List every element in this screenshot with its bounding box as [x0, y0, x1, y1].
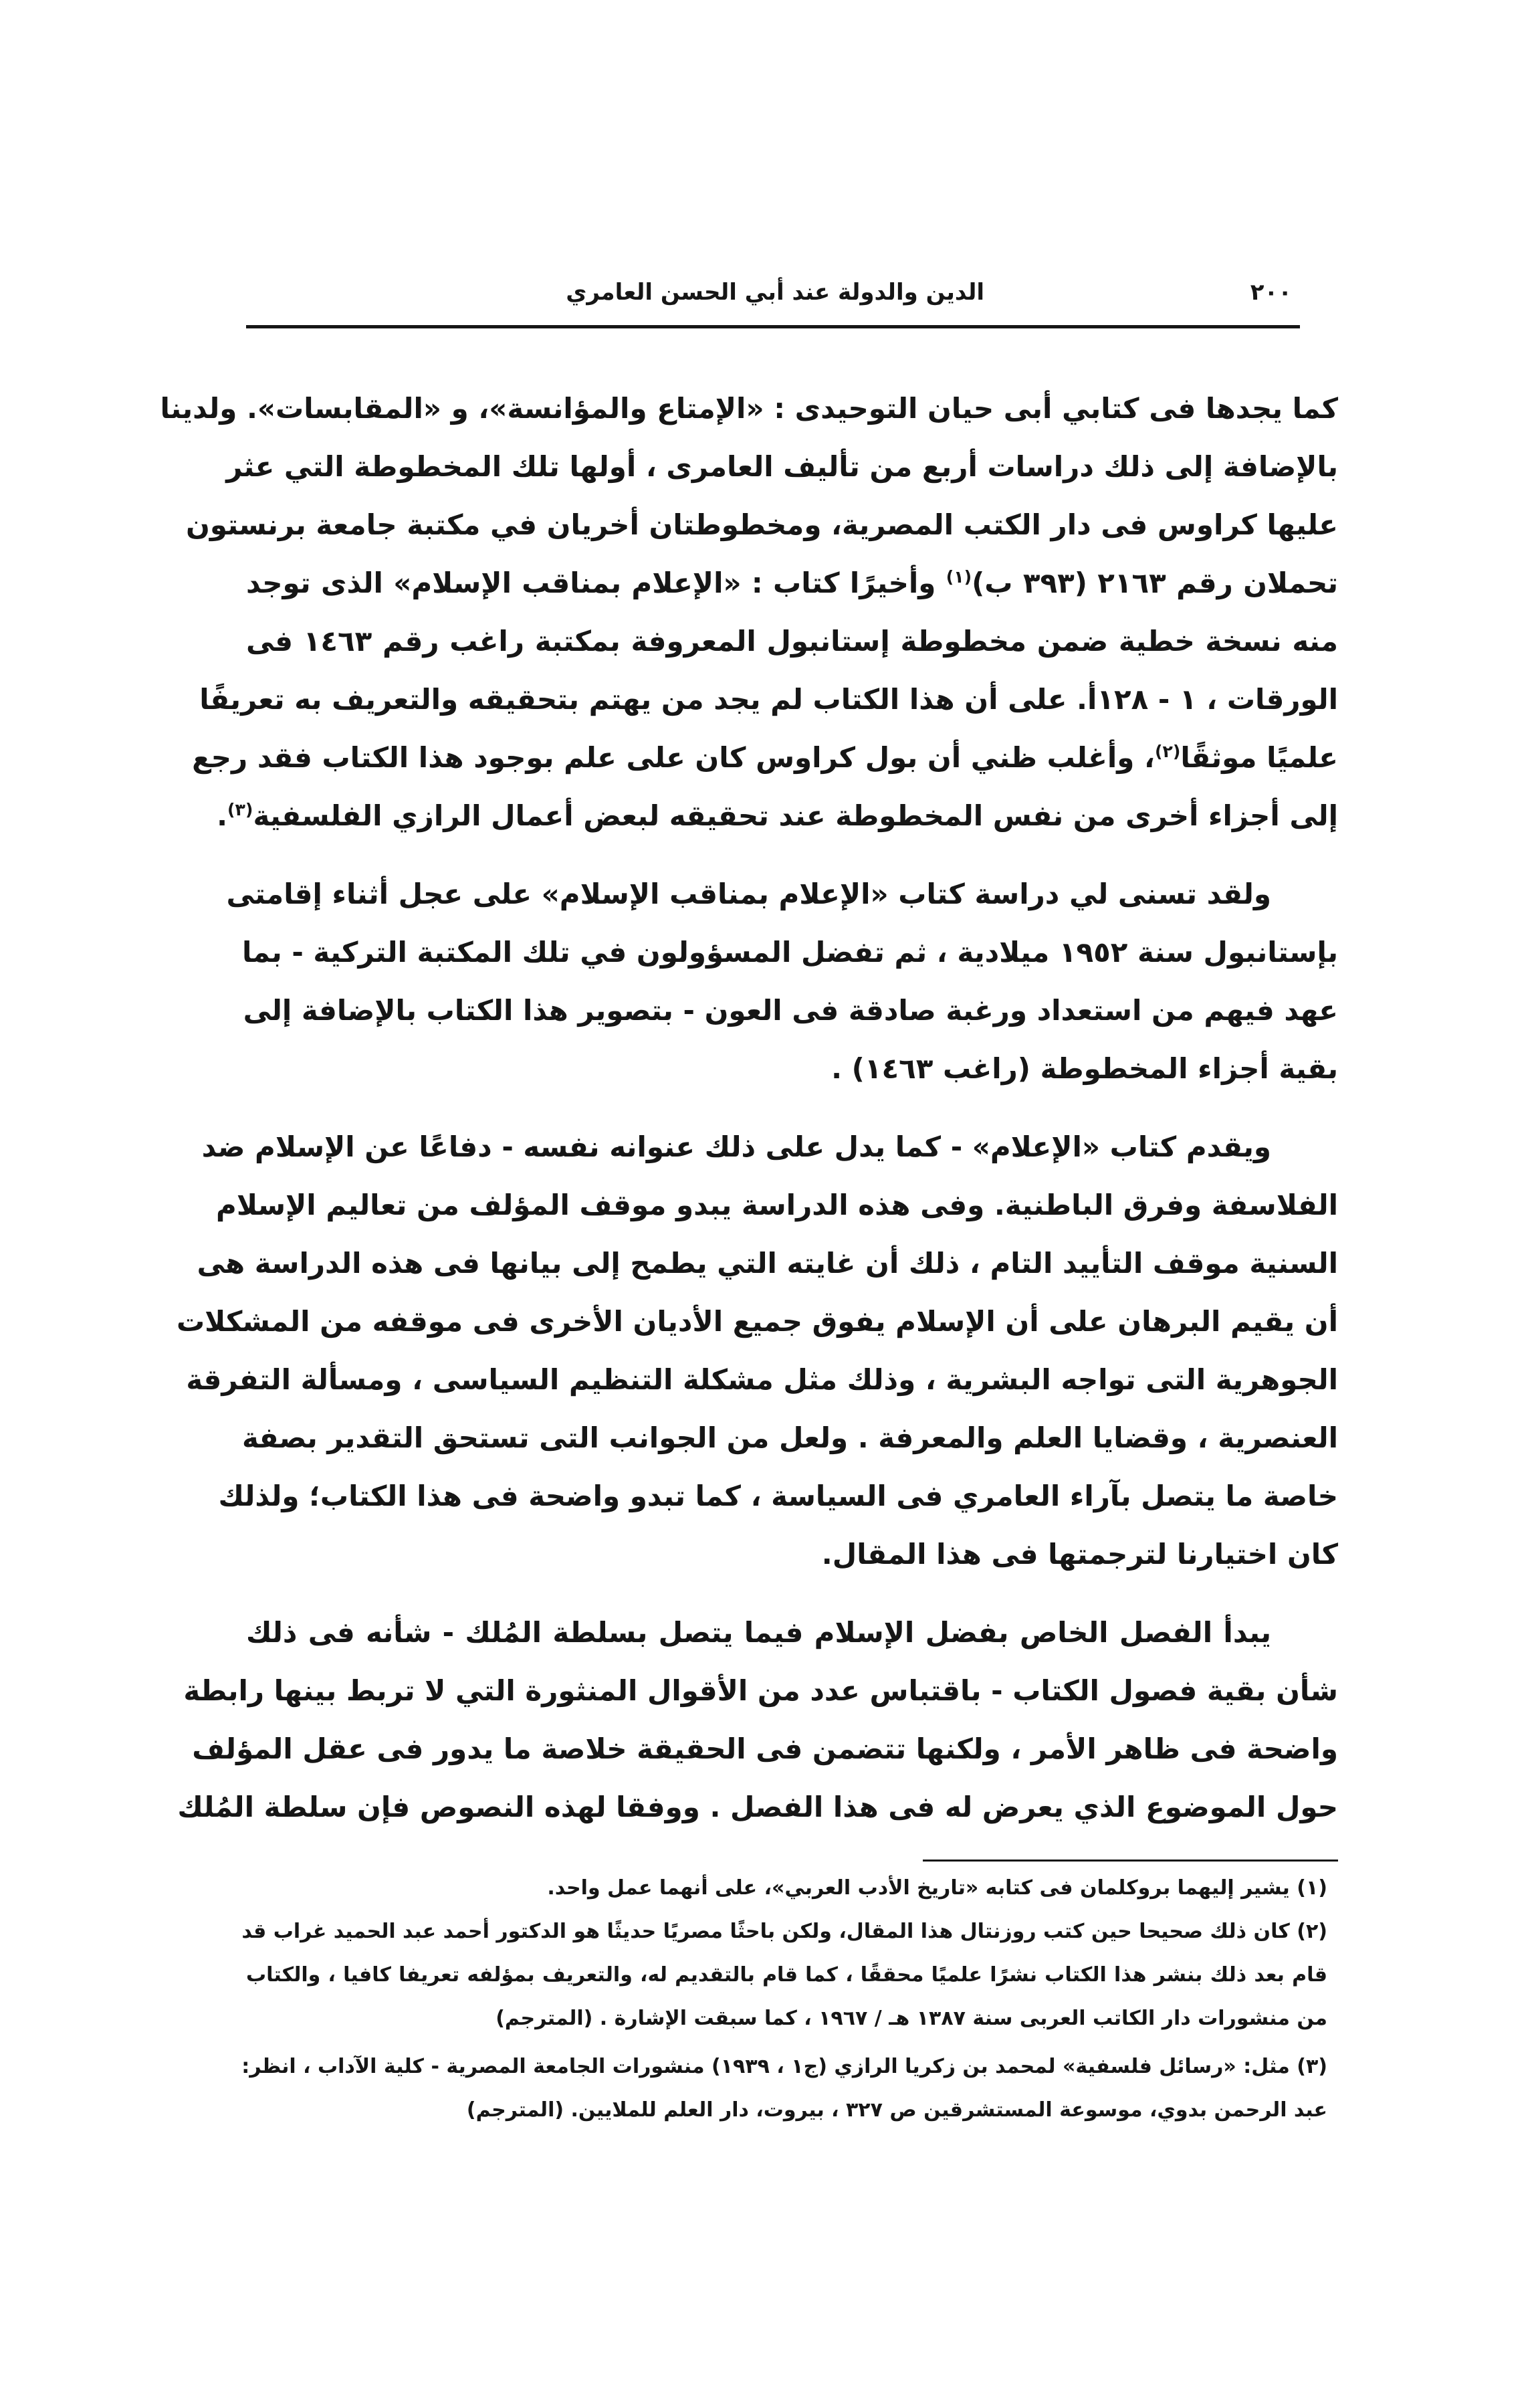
- footnote-text: يشير إليهما بروكلمان فى كتابه «تاريخ الأدب العربي»، على أنهما عمل واحد.: [547, 1876, 1290, 1900]
- text-line: عليها كراوس فى دار الكتب المصرية، ومخطوطتان أخريان في مكتبة جامعة برنستون: [186, 508, 1338, 541]
- line-text: تحملان رقم ٢١٦٣ (٣٩٣ ب): [972, 567, 1339, 599]
- text-line: أن يقيم البرهان على أن الإسلام يفوق جميع الأديان الأخرى فى موقفه من المشكلات: [176, 1305, 1338, 1338]
- footnote-text: مثل: «رسائل فلسفية» لمحمد بن زكريا الرازي (ج١ ، ١٩٣٩) منشورات الجامعة المصرية - كلية الآداب ، انظر:: [241, 2055, 1290, 2078]
- line-text: علميًا موثقًا: [1180, 741, 1338, 774]
- text-line: واضحة فى ظاهر الأمر ، ولكنها تتضمن فى الحقيقة خلاصة ما يدور فى عقل المؤلف: [192, 1732, 1338, 1765]
- text-line: الفلاسفة وفرق الباطنية. وفى هذه الدراسة يبدو موقف المؤلف من تعاليم الإسلام: [216, 1189, 1338, 1221]
- footnote-number: (٢): [1297, 1920, 1327, 1943]
- text-line: منه نسخة خطية ضمن مخطوطة إستانبول المعروفة بمكتبة راغب رقم ١٤٦٣ فى: [246, 625, 1338, 658]
- text-line: [192, 728, 1338, 787]
- footnote-line: [241, 2045, 1327, 2088]
- text-line: حول الموضوع الذي يعرض له فى هذا الفصل . ووفقا لهذه النصوص فإن سلطة المُلك: [177, 1791, 1338, 1823]
- text-line: يبدأ الفصل الخاص بفضل الإسلام فيما يتصل بسلطة المُلك - شأنه فى ذلك: [246, 1616, 1271, 1649]
- text-line: بإستانبول سنة ١٩٥٢ ميلادية ، ثم تفضل المسؤولون في تلك المكتبة التركية - بما: [242, 936, 1338, 969]
- footnote-line: عبد الرحمن بدوي، موسوعة المستشرقين ص ٣٢٧ ، بيروت، دار العلم للملايين. (المترجم): [466, 2098, 1327, 2122]
- footnote-ref: (١): [946, 567, 972, 587]
- text-line: ويقدم كتاب «الإعلام» - كما يدل على ذلك عنوانه نفسه - دفاعًا عن الإسلام ضد: [201, 1130, 1271, 1163]
- running-header: [246, 271, 1300, 314]
- footnote-line: قام بعد ذلك بنشر هذا الكتاب نشرًا علميًا محققًا ، كما قام بالتقديم له، والتعريف بمؤلفه تعريفا كافيا ، والكتاب: [246, 1963, 1327, 1987]
- footnote-line: [241, 1910, 1327, 1953]
- text-line: شأن بقية فصول الكتاب - باقتباس عدد من الأقوال المنثورة التي لا تربط بينها رابطة: [183, 1674, 1338, 1707]
- header-rule: [246, 325, 1300, 328]
- paragraph: [177, 1603, 1338, 1836]
- line-text: إلى أجزاء أخرى من نفس المخطوطة عند تحقيقه لبعض أعمال الرازي الفلسفية: [253, 799, 1338, 832]
- paragraph: [160, 379, 1339, 845]
- text-line: بالإضافة إلى ذلك دراسات أربع من تأليف العامرى ، أولها تلك المخطوطة التي عثر: [226, 450, 1338, 483]
- text-line: الورقات ، ١ - ١٢٨أ. على أن هذا الكتاب لم يجد من يهتم بتحقيقه والتعريف به تعريفًا: [199, 683, 1338, 716]
- line-text: ، وأغلب ظني أن بول كراوس كان على علم بوجود هذا الكتاب فقد رجع: [192, 741, 1155, 774]
- text-line: ولقد تسنى لي دراسة كتاب «الإعلام بمناقب الإسلام» على عجل أثناء إقامتى: [226, 878, 1271, 910]
- text-line: عهد فيهم من استعداد ورغبة صادقة فى العون - بتصوير هذا الكتاب بالإضافة إلى: [243, 994, 1338, 1027]
- footnote-number: (١): [1297, 1876, 1327, 1900]
- footnote-number: (٣): [1297, 2055, 1327, 2078]
- text-line: [217, 787, 1338, 845]
- footnote: [246, 1866, 1327, 1910]
- text-line: السنية موقف التأييد التام ، ذلك أن غايته التي يطمح إلى بيانها فى هذه الدراسة هى: [197, 1247, 1338, 1280]
- paragraph: [226, 865, 1338, 1098]
- text-line: كان اختيارنا لترجمتها فى هذا المقال.: [821, 1538, 1338, 1571]
- text-line: بقية أجزاء المخطوطة (راغب ١٤٦٣) .: [831, 1052, 1338, 1085]
- footnote-ref: (٣): [227, 800, 253, 819]
- footnote: [241, 1910, 1327, 2040]
- footnote-ref: (٢): [1154, 742, 1181, 761]
- page-number: ٢٠٠: [1250, 279, 1292, 306]
- text-line: الجوهرية التى تواجه البشرية ، وذلك مثل مشكلة التنظيم السياسى ، ومسألة التفرقة: [186, 1363, 1338, 1396]
- footnote-line: [246, 1866, 1327, 1910]
- text-line: كما يجدها فى كتابي أبى حيان التوحيدى : «الإمتاع والمؤانسة»، و «المقابسات». ولدينا: [160, 392, 1338, 425]
- footnote-rule: [923, 1860, 1338, 1862]
- text-line: العنصرية ، وقضايا العلم والمعرفة . ولعل من الجوانب التى تستحق التقدير بصفة: [241, 1421, 1338, 1454]
- body-text: [160, 379, 1339, 1836]
- footnotes: [241, 1866, 1327, 2132]
- paragraph: [176, 1118, 1338, 1583]
- running-title: الدين والدولة عند أبي الحسن العامري: [566, 279, 984, 306]
- line-text: .: [217, 799, 228, 832]
- footnote-line: من منشورات دار الكاتب العربى سنة ١٣٨٧ هـ / ١٩٦٧ ، كما سبقت الإشارة . (المترجم): [496, 2007, 1327, 2030]
- footnote-text: كان ذلك صحيحا حين كتب روزنتال هذا المقال، ولكن باحثًا مصريًا حديثًا هو الدكتور أحمد عبد الحميد غراب قد: [241, 1920, 1290, 1943]
- text-line: [246, 554, 1338, 612]
- text-line: خاصة ما يتصل بآراء العامري فى السياسة ، كما تبدو واضحة فى هذا الكتاب؛ ولذلك: [218, 1480, 1338, 1512]
- footnote: [241, 2045, 1327, 2132]
- line-text: وأخيرًا كتاب : «الإعلام بمناقب الإسلام» الذى توجد: [246, 567, 946, 599]
